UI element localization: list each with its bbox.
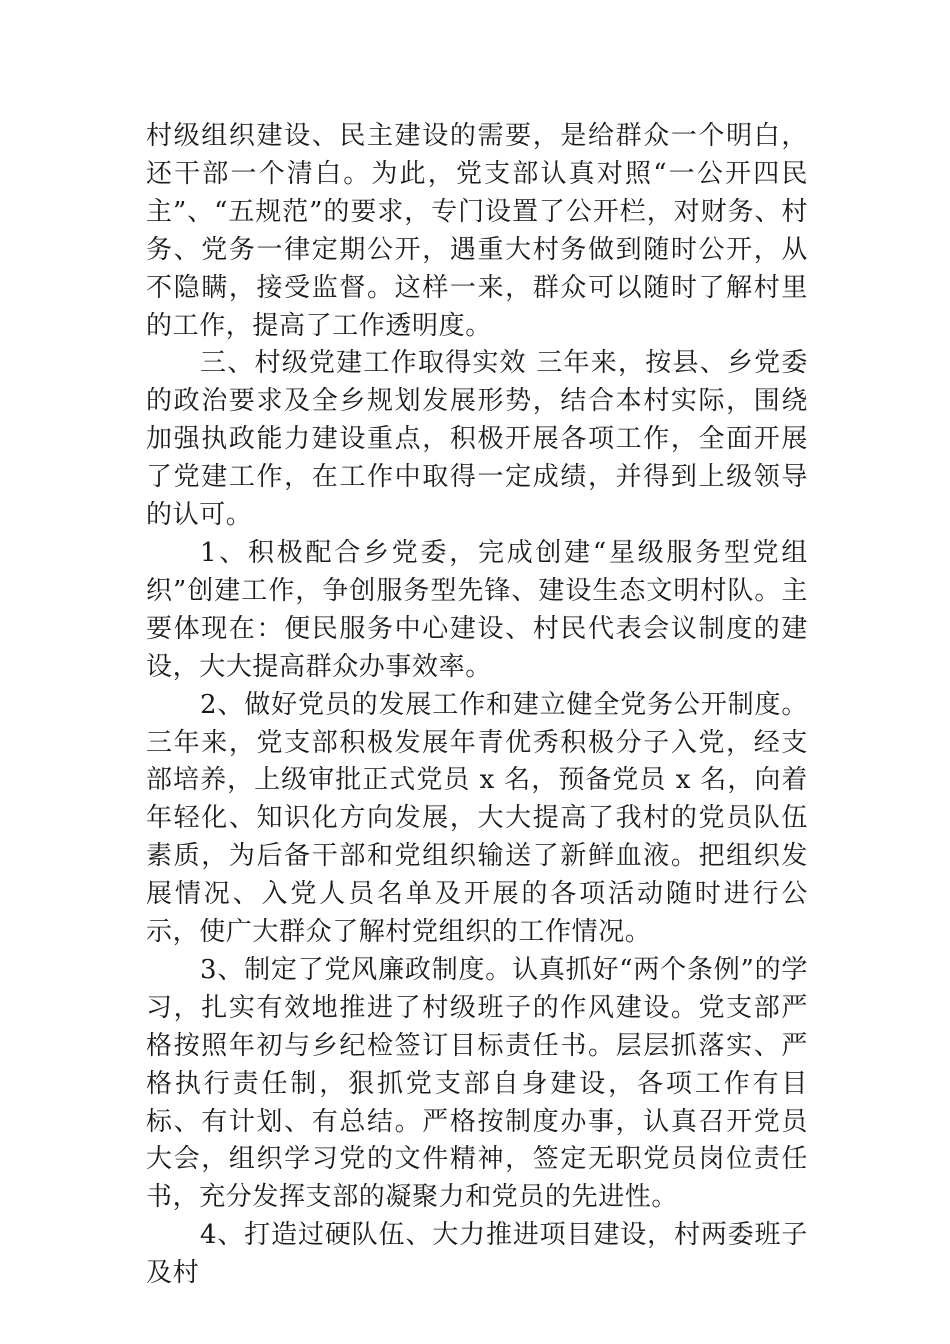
paragraph-section-three-heading: 三、村级党建工作取得实效 三年来，按县、乡党委的政治要求及全乡规划发展形势，结合本村实际，围绕加强执政能力建设重点，积极开展各项工作，全面开展了党建工作，在工作中取得一定成绩，并得到上级领导的认可。	[146, 348, 808, 531]
paragraph-item-2: 2、做好党员的发展工作和建立健全党务公开制度。三年来，党支部积极发展年青优秀积极分子入党，经支部培养，上级审批正式党员 x 名，预备党员 x 名，向着年轻化、知识化方向发展，大大提高了我村的党员队伍素质，为后备干部和党组织输送了新鲜血液。把组织发展情况、入党人员名单及开展的各项活动随时进行公示，使广大群众了解村党组织的工作情况。	[146, 689, 808, 948]
paragraph-item-1: 1、积极配合乡党委，完成创建“星级服务型党组织”创建工作，争创服务型先锋、建设生态文明村队。主要体现在：便民服务中心建设、村民代表会议制度的建设，大大提高群众办事效率。	[146, 537, 808, 682]
paragraph-item-3: 3、制定了党风廉政制度。认真抓好“两个条例”的学习，扎实有效地推进了村级班子的作风建设。党支部严格按照年初与乡纪检签订目标责任书。层层抓落实、严格执行责任制，狠抓党支部自身建设，各项工作有目标、有计划、有总结。严格按制度办事，认真召开党员大会，组织学习党的文件精神，签定无职党员岗位责任书，充分发挥支部的凝聚力和党员的先进性。	[146, 954, 808, 1213]
paragraph-item-4: 4、打造过硬队伍、大力推进项目建设，村两委班子及村	[146, 1220, 808, 1289]
document-page	[146, 118, 808, 1293]
paragraph-village-openness: 村级组织建设、民主建设的需要，是给群众一个明白，还干部一个清白。为此，党支部认真对照“一公开四民主”、“五规范”的要求，专门设置了公开栏，对财务、村务、党务一律定期公开，遇重大村务做到随时公开，从不隐瞒，接受监督。这样一来，群众可以随时了解村里的工作，提高了工作透明度。	[146, 121, 808, 341]
